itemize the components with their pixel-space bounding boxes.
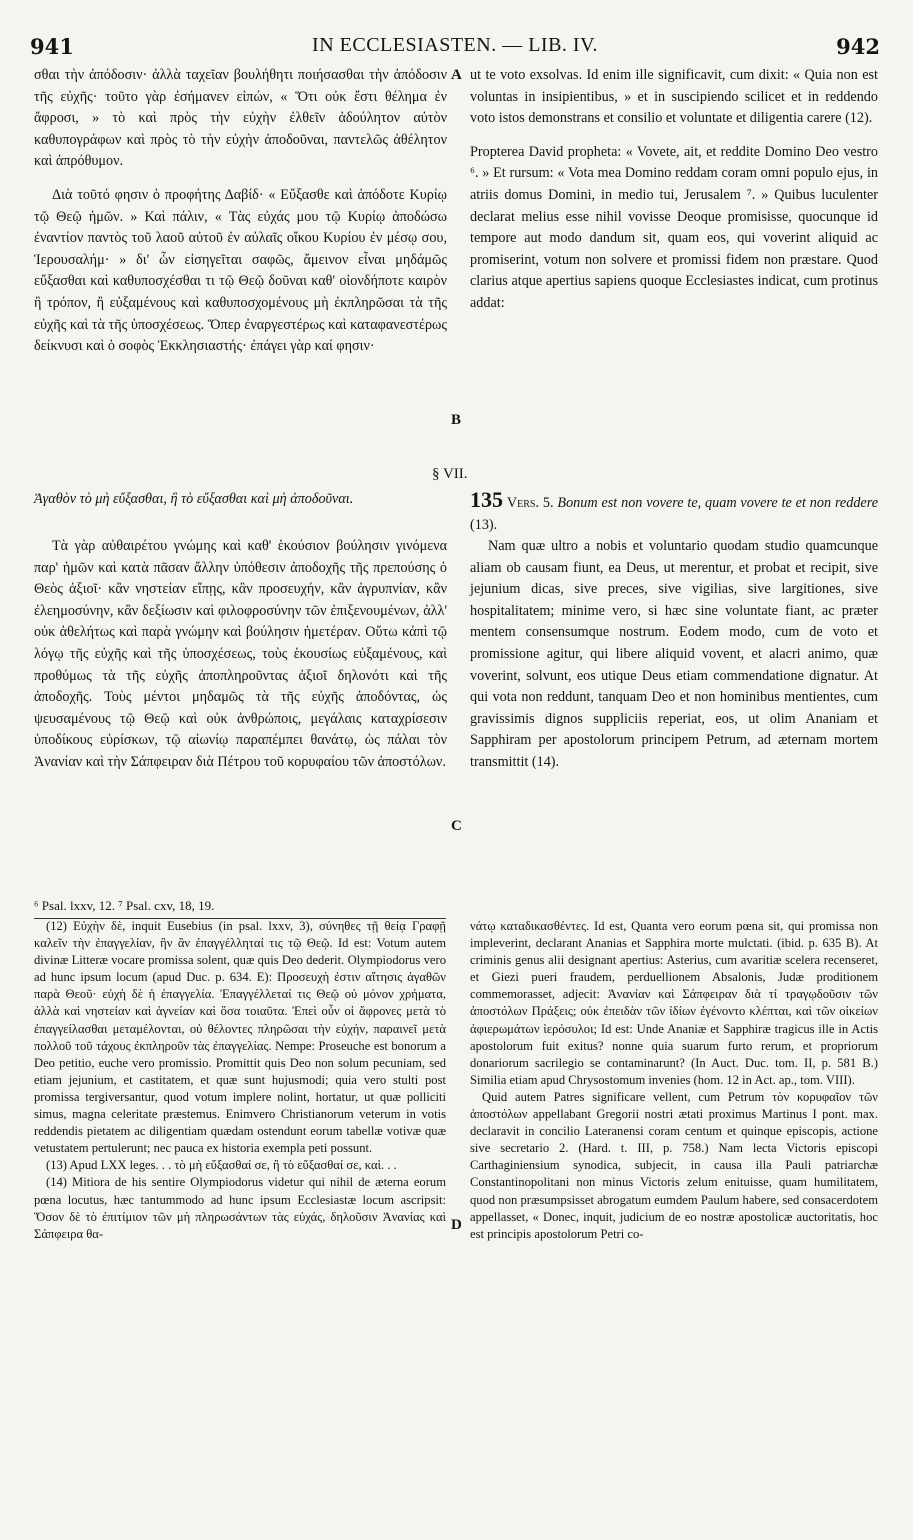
verse-label: Vers. 5. bbox=[506, 495, 554, 511]
page-number-left: 941 bbox=[30, 34, 74, 59]
footnote: Quid autem Patres significare vellent, cum Petrum τὸν κορυφαῖον τῶν ἀποστόλων appellabant Gregorii nostri ætati proximus Martinus I pont. max. declaravit in concilio Lateranensi coram centum et quinque episcopis, actione sive secretario 2. (Hard. t. III, p. 758.) Nam lecta Victoris episcopi Carthaginiensium synodica, subjecit, in causa illa Pauli patriarchæ Constantinopolitani non minus Victoris zelum enituisse, quam humilitatem, quod non præsumpsisset abrogatum eumdem Paulum habere, sed consacerdotem appellasset, « Donec, inquit, judicium de eo nostræ apostolicæ auctoritatis, hoc est principis apostolorum Petri co- bbox=[470, 1089, 878, 1241]
scripture-references-text: ⁶ Psal. lxxv, 12. ⁷ Psal. cxv, 18, 19. bbox=[34, 898, 215, 913]
section-number: 135 bbox=[470, 487, 503, 512]
margin-letter-b: B bbox=[451, 412, 462, 428]
greek-lemma-text: Ἀγαθὸν τὸ μὴ εὔξασθαι, ἢ τὸ εὔξασθαι καὶ μὴ ἀποδοῦναι. bbox=[34, 491, 354, 507]
scripture-references bbox=[34, 895, 447, 917]
footnote: (12) Εὐχὴν δὲ, inquit Eusebius (in psal. lxxv, 3), σύνηθες τῇ θείᾳ Γραφῇ καλεῖν τὴν ἐπαγγελίαν, ἣν ἂν ἐπαγγέλληταί τις τῷ Θεῷ. Id est: Votum autem divinæ Litteræ vocare promissa solent, quæ quis Deo dederit. Olympiodorus vero ad hunc ipsum locum (apud Duc. p. 634. E): Προσευχὴ ἐστιν αἴτησις ἀγαθῶν παρὰ Θεοῦ· εὐχὴ δὲ ἡ ἐπαγγελία. Ἐπαγγέλλεταί τις Θεῷ οὐ μόνον χρήματα, ἀλλὰ καὶ νηστείαν καὶ ἁγνείαν καὶ ὅσα τοιαῦτα. Ἐπεὶ οὖν οἱ ἄφρονες μετὰ τὸ ἐπαγγείλασθαι μεταμέλονται, οὐ θέλοντες πληρῶσαι τὴν εὐχήν, παραινεῖ μετὰ πολλοῦ τοῦ τάχους ἐκπληροῦν τὰς ἐπαγγελίας. Nempe: Proseuche est bonorum a Deo petitio, euche vero promissio. Promittit quis Deo non solum pecuniam, sed etiam jejunium, et castitatem, et quæ sunt hujusmodi; quia vero stulti post promissa tergiversantur, quod votum implere nolint, hortatur, ut quæ polliciti simus, magna celeritate præstemus. Enimvero Christianorum veterum in votis reddendis pietatem ac diligentiam quædam ostendunt eorum tabellæ votivæ quæ vetustatem pertulerunt; nec pauca ex historia exempla peti possunt. bbox=[34, 919, 446, 1156]
greek-paragraph: σθαι τὴν ἀπόδοσιν· ἀλλὰ ταχεῖαν βουλήθητι ποιήσασθαι τὴν ἀπόδοσιν τῆς εὐχῆς· τοῦτο γὰρ ἐσήμανεν εἰπών, « Ὅτι οὐκ ἔστι θέλημα ἐν ἄφροσι, » τὸ καὶ πρὸς τὴν εὐχὴν ἐλθεῖν ἀδούλητον αὐτὸν καθυπογράφων καὶ πρὸς τὸ τὴν εὐχὴν ἀποδοῦναι, παντελῶς ἀθέλητον καὶ ἀπρόθυμον. bbox=[34, 67, 447, 170]
footnote-continued: νάτῳ καταδικασθέντες. Id est, Quanta vero eorum pœna sit, qui promissa non impleverint, declarant Ananias et Sapphira morte mulctati. (ibid. p. 635 B). At criminis genus alii designant apertius: Asterius, cum avaritiæ scelera recenseret, et Giezi pueri fraudem, perduellionem Absalonis, Judæ proditionem commemorasset, adjecit: Ἀνανίαν καὶ Σάπφειραν διὰ τί τραγῳδοῦσιν τῶν ἀποστόλων Πράξεις; οὐκ ἐπειδὰν τῶν ἰδίων ἐγένοντο κλέπται, καὶ τῶν οἰκείων ἀφιερωμάτων ἱερόσυλοι; Id est: Unde Ananiæ et Sapphiræ tragicus ille in Actis apostolorum fuit exitus? nonne quia suarum furto rerum, et propriorum donariorum sacrilegio se contaminarunt? (In Auct. Duc. tom. II, p. 581 B.) Similia etiam apud Chrysostomum invenies (hom. 12 in Act. ap., tom. VIII). bbox=[470, 919, 878, 1087]
greek-paragraph: Διὰ τοῦτό φησιν ὁ προφήτης Δαβίδ· « Εὔξασθε καὶ ἀπόδοτε Κυρίῳ τῷ Θεῷ ἡμῶν. » Καὶ πάλιν, « Τὰς εὐχάς μου τῷ Κυρίῳ ἀποδώσω ἐναντίον παντὸς τοῦ λαοῦ αὐτοῦ ἐν αὐλαῖς οἴκου Κυρίου ἐν μέσῳ σου, Ἱερουσαλήμ· » δι' ὧν εἰσηγεῖται σαφῶς, ἄμεινον εἶναι μηδάμῶς εὔξασθαι καὶ καθυποσχέσθαι τι τῷ Θεῷ δοῦναι καθ' οἱονδήποτε καιρὸν ἢ τρόπον, ἢ εὐξαμένους καὶ καθυποσχομένους μὴ ἐκπληρῶσαι τὰ τῆς εὐχῆς καὶ τὰ τῆς ὑποσχέσεως. Ὅπερ ἐναργεστέρως καὶ καταφανεστέρως δείκνυσι καὶ ὁ σοφὸς Ἐκκλησιαστής· ἐπάγει γὰρ καί φησιν· bbox=[34, 186, 447, 355]
greek-column-top bbox=[34, 65, 447, 358]
margin-letter-c: C bbox=[451, 818, 462, 834]
latin-lemma bbox=[470, 489, 878, 536]
latin-column-top bbox=[470, 65, 878, 315]
latin-paragraph: ut te voto exsolvas. Id enim ille significavit, cum dixit: « Quia non est voluntas in insipientibus, » et in suscipiendo scilicet et in reddendo voto istos demonstrans et consilio et voluntate et diligentia carere (12). bbox=[470, 67, 878, 127]
footnote: (14) Mitiora de his sentire Olympiodorus videtur qui nihil de æterna eorum pœna locutus, hæc tantummodo ad hunc ipsum Ecclesiastæ locum ascripsit: Ὅσον δὲ τὸ ἐπιτίμιον τῶν μὴ πληρωσάντων τὰς εὐχάς, δηλοῦσιν Ἀνανίας καὶ Σάπφειρα θα- bbox=[34, 1175, 446, 1241]
latin-paragraph: Nam quæ ultro a nobis et voluntario quodam studio quamcunque aliam ob causam fiunt, ea Deus, ut merentur, et probat et recipit, sive jejunium dicas, sive preces, sive vigilias, sive largitiones, sive hospitalitatem; minime vero, si hæc sine voluntate fiant, ac præter mentem consensumque nostrum. Eodem modo, cum de voto et promissione agitur, qui libere aliquid vovent, et alacri animo, quæ voverint, solvunt, eos utique Deus etiam commendatione dignatur. At qui vota non reddunt, tanquam Deo et non hominibus mentientes, cum gravissimis dignos suppliciis reperiat, eos, ut olim Ananiam et Sapphiram per apostolorum principem Petrum, ad æternam mortem transmittit (14). bbox=[470, 538, 878, 770]
margin-letter-a: A bbox=[451, 67, 462, 83]
page-number-right: 942 bbox=[836, 34, 880, 59]
section-mark: § VII. bbox=[432, 466, 468, 482]
page-header bbox=[30, 34, 880, 62]
footnotes-left bbox=[34, 918, 446, 1243]
footnote: (13) Apud LXX leges. . . τὸ μὴ εὔξασθαί σε, ἢ τὸ εὔξασθαί σε, καὶ. . . bbox=[46, 1158, 397, 1173]
running-title: IN ECCLESIASTEN. — LIB. IV. bbox=[312, 34, 598, 56]
margin-letter-d: D bbox=[451, 1217, 462, 1233]
note-ref: (13). bbox=[470, 516, 498, 533]
latin-paragraph: Propterea David propheta: « Vovete, ait, et reddite Domino Deo vestro ⁶. » Et rursum: « Vota mea Domino reddam coram omni populo ejus, in atriis domus Domini, in medio tui, Jerusalem ⁷. » Quibus luculenter declarat melius esse nihil vovisse Deoque promisisse, quocunque id tempore aut modo dandum sit, quam eos, qui voverint aliquid ac promiserint, votum non solvere et promissi fidem non præstare. Quod clarius atque apertius sapiens quoque Ecclesiastes indicat, cum protinus addat: bbox=[470, 143, 878, 311]
greek-paragraph: Τὰ γὰρ αὐθαιρέτου γνώμης καὶ καθ' ἑκούσιον βούλησιν γινόμενα παρ' ἡμῶν καὶ κατὰ πᾶσαν ἄλλην ὑπόθεσιν ἀποδοχῆς τῆς πρεπούσης ὁ Θεὸς ἀξιοῖ· κἂν νηστείαν εἴπῃς, κἂν προσευχήν, κἂν ἀγρυπνίαν, κἂν ἐλεημοσύνην, κἂν δεξίωσιν καὶ φιλοφροσύνην τῶν ἐπιξενουμένων, ἀλλ' οὐκ ἀθελήτως καὶ παρὰ γνώμην καὶ βούλησιν ἡμετέραν. Οὕτω κἀπὶ τῷ λόγῳ τῆς εὐχῆς καὶ τῆς ὑποσχέσεως, τοὺς ἑκουσίως εὐξαμένους, καὶ προθύμως τὰ τῆς εὐχῆς ἀποπληροῦντας ἀξιοῖ δηλονότι καὶ τῆς ἀποδοχῆς. Τοὺς μέντοι μηδαμῶς τὰ τῆς εὐχῆς ἀποδόντας, ὡς ψευσαμένους τῷ Θεῷ καὶ οὐκ ἀνθρώποις, μεγάλαις καταχρίσεσιν ὑποδίκους εὑρίσκων, τῷ αἰωνίῳ παραπέμπει θανάτῳ, ὡς πάλαι τὸν Ἀνανίαν καὶ τὴν Σάπφειραν διὰ Πέτρου τοῦ κορυφαίου τῶν ἀποστόλων. bbox=[34, 538, 447, 770]
greek-column-body bbox=[34, 536, 447, 774]
latin-lemma-text: Bonum est non vovere te, quam vovere te et non reddere bbox=[557, 495, 879, 511]
greek-lemma bbox=[34, 489, 447, 511]
footnotes-right bbox=[470, 918, 878, 1243]
latin-column-body bbox=[470, 536, 878, 774]
